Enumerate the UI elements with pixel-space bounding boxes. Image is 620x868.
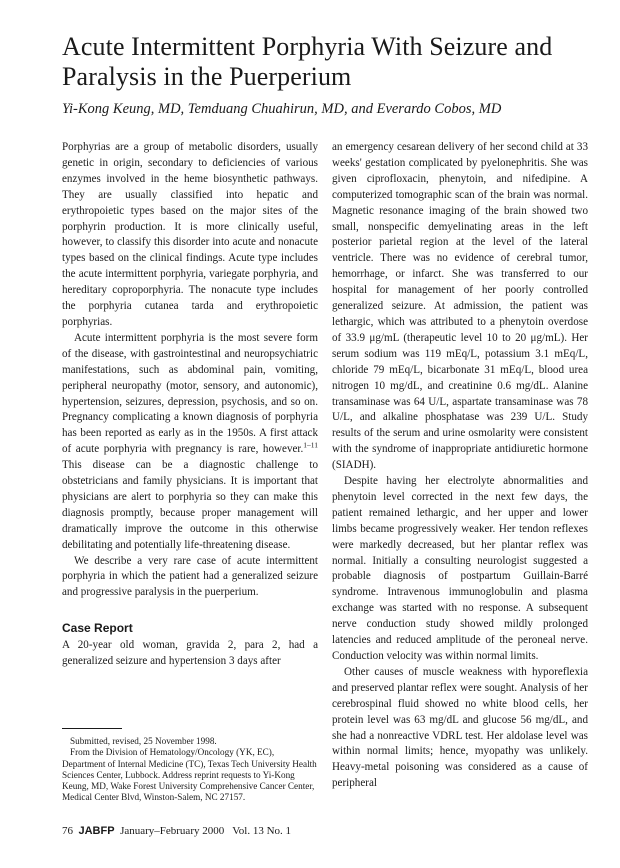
author-line: Yi-Kong Keung, MD, Temduang Chuahirun, MD, and Everardo Cobos, MD xyxy=(62,101,502,117)
article-footnote xyxy=(62,728,318,804)
left-column xyxy=(62,140,318,670)
page-number: 76 xyxy=(62,825,73,837)
page-footer xyxy=(62,824,291,838)
case-report-paragraph-4: Other causes of muscle weakness with hyporeflexia and preserved plantar reflex were sought. Analysis of her cerebrospinal fluid showed no white blood cells, her protein level was 63 mg/dL and glucose 56 mg/dL, and she had a nonreactive VDRL test. Her aldolase level was within normal limits; hence, myopathy was unlikely. Heavy-metal poisoning was considered as a cause of peripheral xyxy=(332,665,588,790)
intro-paragraph-2-text-a: Acute intermittent porphyria is the most severe form of the disease, with gastrointestinal and neuropsychiatric manifestations, such as abdominal pain, vomiting, peripheral neuropathy (motor, sensory, and autonomic), hypertension, seizures, depression, psychosis, and so on. Pregnancy complicating a known diagnosis of porphyria has been reported as early as in the 1950s. A first attack of acute porphyria with pregnancy is rare, however. xyxy=(62,331,318,456)
journal-name: JABFP xyxy=(78,825,115,837)
case-report-paragraph-1: A 20-year old woman, gravida 2, para 2, had a generalized seizure and hypertension 3 days after xyxy=(62,639,318,668)
right-column xyxy=(332,140,588,820)
submitted-date: Submitted, revised, 25 November 1998. xyxy=(70,736,217,746)
case-report-paragraph-2: an emergency cesarean delivery of her second child at 33 weeks' gestation complicated by pyelonephritis. She was given ciprofloxacin, phenytoin, and nifedipine. A computerized tomographic scan of the brain was normal. Magnetic resonance imaging of the brain showed two small, nonspecific demyelinating areas in the left posterior parietal region at the level of the lateral ventricle. There was no evidence of cerebral tumor, hemorrhage, or infarct. She was transferred to our hospital for management of her poorly controlled generalized seizure. At admission, the patient was lethargic, which was attributed to a phenytoin overdose of 33.9 μg/mL (therapeutic level 10 to 20 μg/mL). Her serum sodium was 119 mEq/L, potassium 3.1 mEq/L, chloride 79 mEq/L, bicarbonate 31 mEq/L, blood urea nitrogen 10 mg/dL, and creatinine 0.6 mg/dL. Alanine transaminase was 64 U/L, aspartate transaminase was 78 U/L, and alkaline phosphatase was 239 U/L. Study results of the serum and urine osmolarity were consistent with the syndrome of inappropriate antidiuretic hormone (SIADH). xyxy=(332,141,588,472)
intro-paragraph-2 xyxy=(62,331,318,554)
intro-paragraph-3: We describe a very rare case of acute intermittent porphyria in which the patient had a generalized seizure and progressive paralysis in the puerperium. xyxy=(62,554,318,599)
reference-superscript: 1–11 xyxy=(303,440,318,450)
author-affiliation: From the Division of Hematology/Oncology (YK, EC), Department of Internal Medicine (TC), Texas Tech University Health Sciences Center, Lubbock. Address reprint requests to Yi-Kong Keung, MD, Wake Forest University Comprehensive Cancer Center, Medical Center Blvd, Winston-Salem, NC 27157. xyxy=(62,747,317,803)
case-report-paragraph-3: Despite having her electrolyte abnormalities and phenytoin level corrected in the next few days, the patient remained lethargic, and her upper and lower limbs became progressively weaker. Her tendon reflexes were markedly decreased, but her plantar reflex was normal. Initially a consulting neurologist suggested a probable diagnosis of postpartum Guillain-Barré syndrome. Intravenous immunoglobulin and plasma exchange was started with no response. A subsequent nerve conduction study showed mildly prolonged latencies and reduced amplitude of the peroneal nerve. Conduction velocity was within normal limits. xyxy=(332,475,588,662)
journal-issue: January–February 2000 Vol. 13 No. 1 xyxy=(120,825,292,837)
intro-paragraph-2-text-b: This disease can be a diagnostic challenge to obstetricians and family physicians. It is important that physicians are alert to porphyria so they can make this diagnosis promptly, because proper management will dramatically improve the outcome in this otherwise debilitating and potentially life-threatening disease. xyxy=(62,459,318,551)
intro-paragraph-1: Porphyrias are a group of metabolic disorders, usually genetic in origin, secondary to deficiencies of various enzymes involved in the heme biosynthetic pathways. They are usually classified into hepatic and erythropoietic types based on the major sites of the porphyrin production. It is more clinically useful, however, to classify this disorder into acute and nonacute types based on the clinical findings. Acute type includes the acute intermittent porphyria, variegate porphyria, and hereditary coproporphyria. The nonacute type includes the porphyria cutanea tarda and erythropoietic porphyrias. xyxy=(62,141,318,328)
case-report-heading: Case Report xyxy=(62,621,133,636)
article-title: Acute Intermittent Porphyria With Seizure and Paralysis in the Puerperium xyxy=(62,32,553,91)
footnote-rule xyxy=(62,728,122,729)
